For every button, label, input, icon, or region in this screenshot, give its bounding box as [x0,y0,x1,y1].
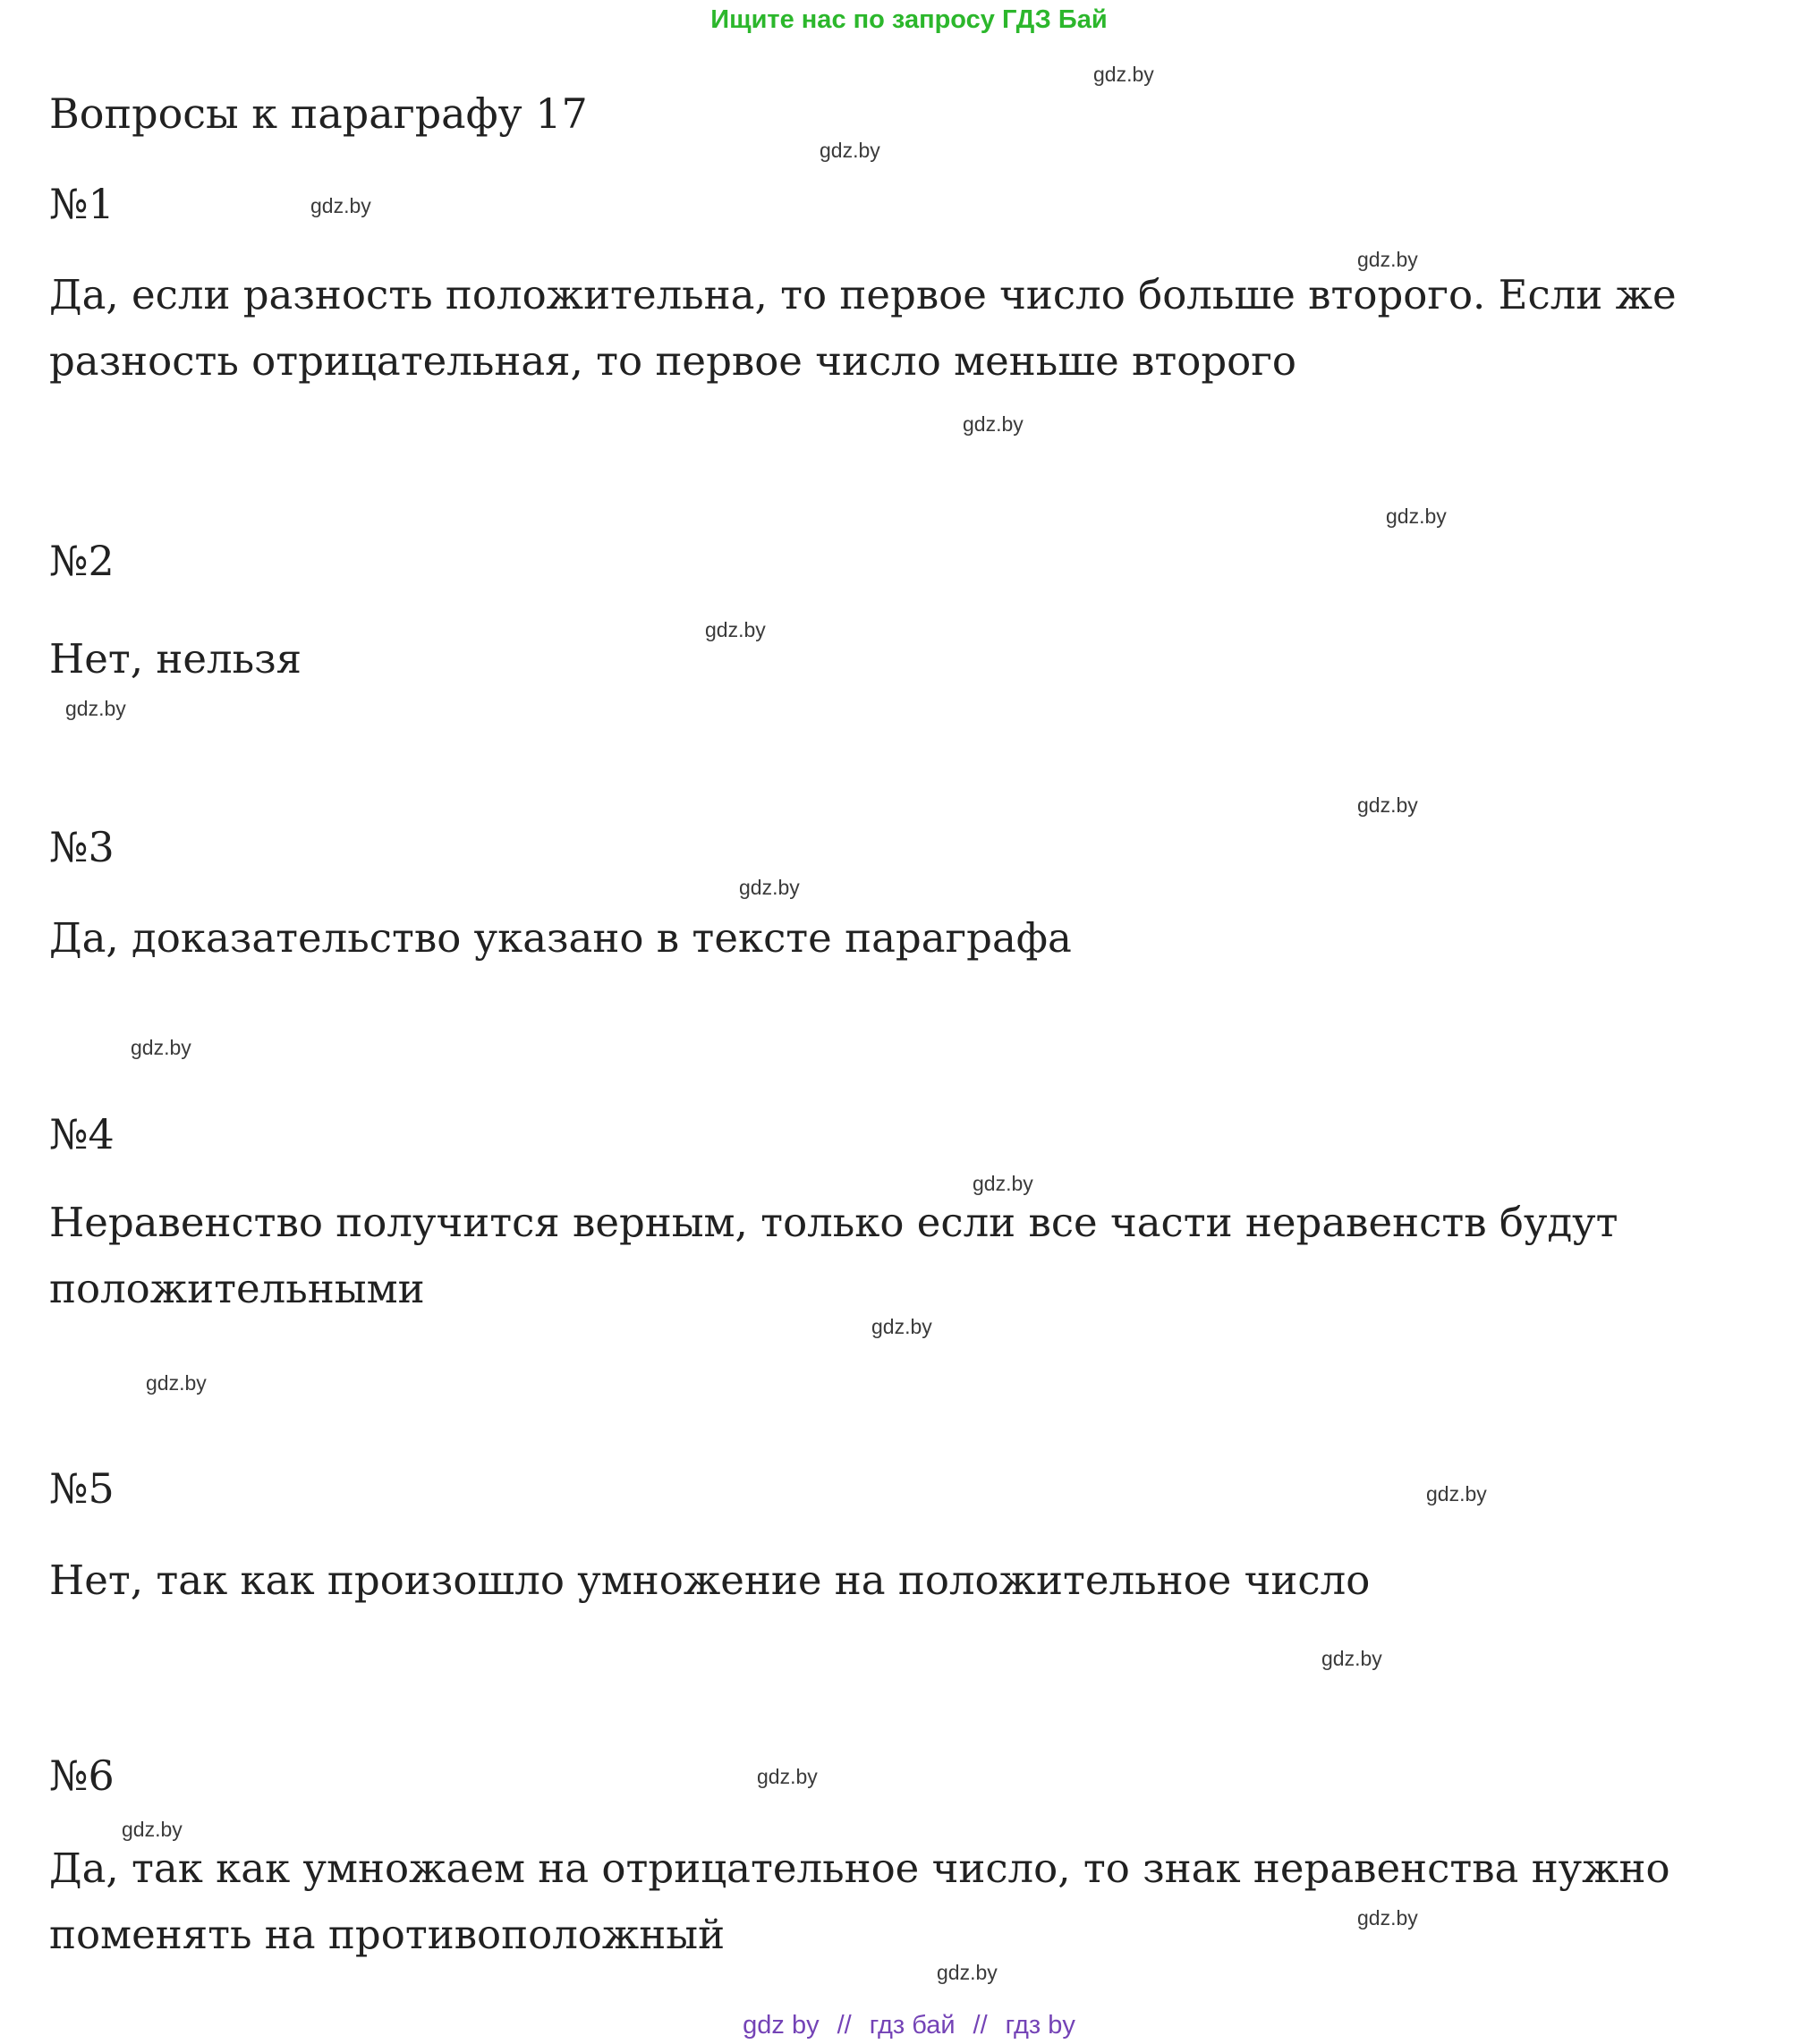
watermark: gdz.by [973,1172,1033,1195]
watermark: gdz.by [310,194,371,217]
watermark: gdz.by [1093,63,1154,86]
answer-text-3: Да, доказательство указано в тексте параграфа [49,914,1072,962]
watermark: gdz.by [146,1371,207,1395]
answer-text-2: Нет, нельзя [49,635,302,683]
footer [0,2011,1818,2040]
watermark: gdz.by [705,618,766,641]
footer-link-gdz-by-2[interactable]: гдз by [1005,2011,1075,2040]
watermark: gdz.by [1357,1906,1418,1930]
answer-text-4: Неравенство получится верным, только если все части неравенств будут положительными [49,1199,1618,1313]
watermark: gdz.by [65,697,126,720]
watermark: gdz.by [937,1961,998,1984]
footer-link-gdz-by[interactable]: gdz by [743,2011,820,2040]
watermark: gdz.by [122,1818,183,1841]
watermark: gdz.by [871,1315,932,1338]
footer-separator: // [837,2011,852,2040]
answer-text-1: Да, если разность положительна, то первое число больше второго. Если же разность отрицательная, то первое число меньше второго [49,271,1677,386]
question-number-1: №1 [49,180,115,228]
footer-link-gdz-bai[interactable]: гдз бай [869,2011,956,2040]
page-title: Вопросы к параграфу 17 [49,89,588,138]
watermark: gdz.by [1357,793,1418,817]
watermark: gdz.by [1357,248,1418,271]
answer-text-6: Да, так как умножаем на отрицательное число, то знак неравенства нужно поменять на противоположный [49,1845,1670,1959]
watermark: gdz.by [1321,1647,1382,1670]
watermark: gdz.by [820,139,880,162]
question-number-2: №2 [49,537,115,585]
watermark: gdz.by [757,1765,818,1788]
promo-header: Ищите нас по запросу ГДЗ Бай [710,5,1108,34]
question-number-4: №4 [49,1110,115,1158]
watermark: gdz.by [131,1036,191,1059]
answer-text-5: Нет, так как произошло умножение на положительное число [49,1556,1371,1604]
question-number-5: №5 [49,1464,115,1513]
question-number-3: №3 [49,823,115,871]
watermark: gdz.by [1386,505,1447,528]
watermark: gdz.by [739,876,800,899]
watermark: gdz.by [963,412,1024,436]
footer-separator: // [973,2011,988,2040]
question-number-6: №6 [49,1751,115,1800]
watermark: gdz.by [1426,1482,1487,1505]
